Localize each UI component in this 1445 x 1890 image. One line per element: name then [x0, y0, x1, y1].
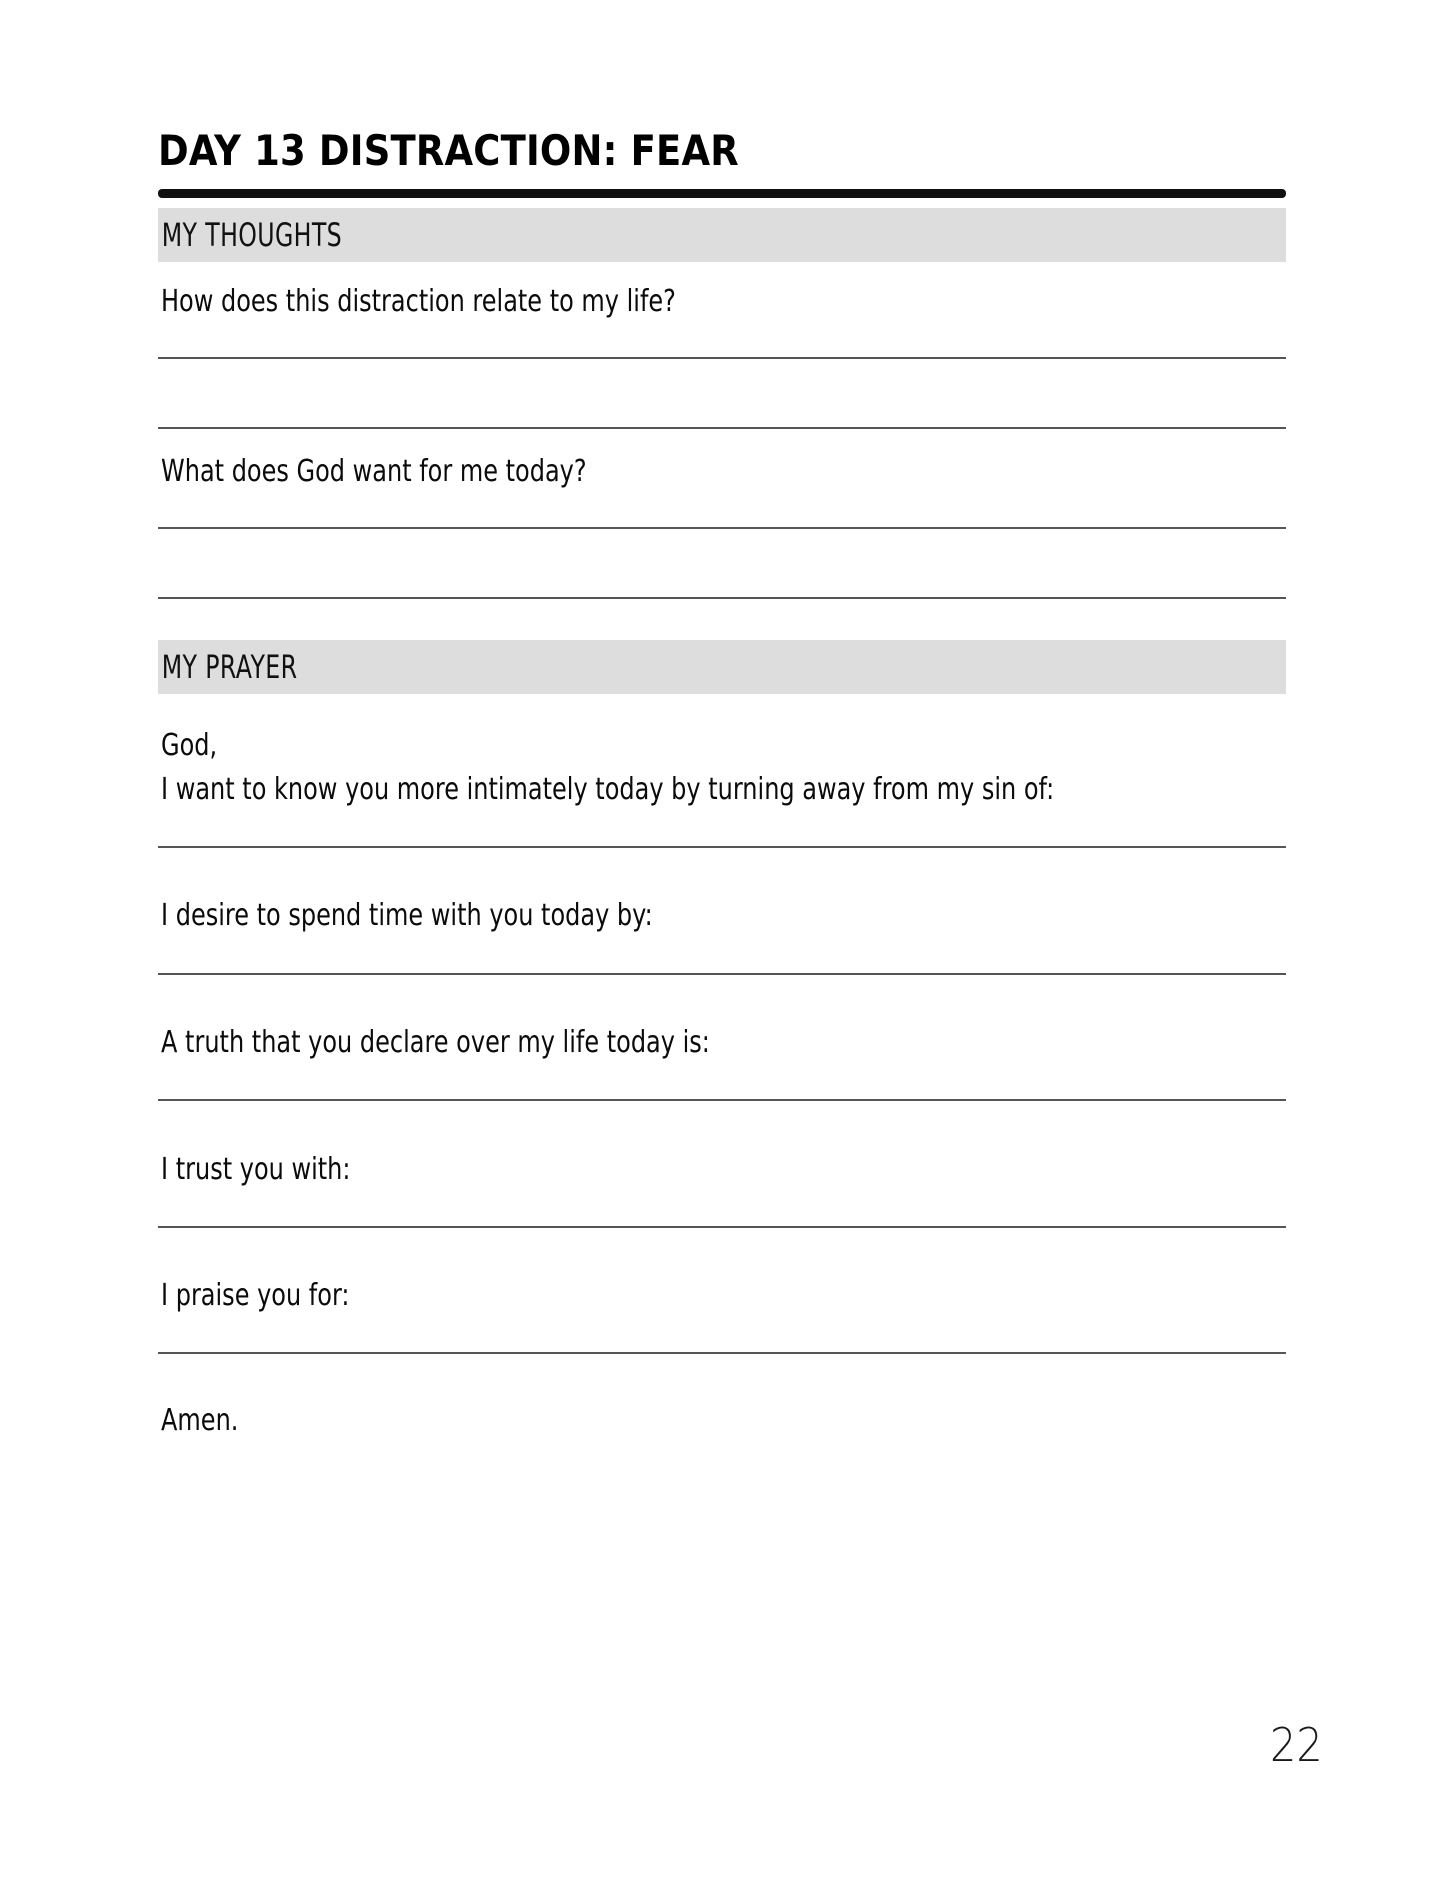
- prayer-opening-line: I want to know you more intimately today by turning away from my sin of:: [161, 772, 1055, 807]
- prompt-prayer-q4: I praise you for:: [161, 1278, 350, 1313]
- answer-line-prayer-sin[interactable]: [158, 846, 1286, 848]
- title-underline-rule: [158, 189, 1286, 198]
- answer-line-prayer-q3[interactable]: [158, 1226, 1286, 1228]
- answer-line-thoughts-q2-1[interactable]: [158, 527, 1286, 529]
- page-title-block: [158, 126, 1286, 198]
- prompt-thoughts-q2: What does God want for me today?: [161, 454, 587, 489]
- answer-line-thoughts-q2-2[interactable]: [158, 597, 1286, 599]
- prompt-prayer-q3: I trust you with:: [161, 1152, 351, 1187]
- page-number: 22: [1270, 1718, 1323, 1772]
- section-banner-my-prayer: [158, 640, 1286, 694]
- section-banner-label-my-thoughts: MY THOUGHTS: [161, 216, 343, 254]
- prompt-thoughts-q1: How does this distraction relate to my life?: [161, 284, 676, 319]
- answer-line-thoughts-q1-1[interactable]: [158, 357, 1286, 359]
- prayer-salutation: God,: [161, 728, 218, 763]
- section-banner-my-thoughts: [158, 208, 1286, 262]
- prayer-closing: Amen.: [161, 1403, 239, 1438]
- answer-line-prayer-q1[interactable]: [158, 973, 1286, 975]
- prompt-prayer-q1: I desire to spend time with you today by:: [161, 898, 653, 933]
- answer-line-prayer-q4[interactable]: [158, 1352, 1286, 1354]
- page-title: DAY 13 DISTRACTION: FEAR: [158, 126, 739, 175]
- section-banner-label-my-prayer: MY PRAYER: [161, 648, 298, 686]
- answer-line-thoughts-q1-2[interactable]: [158, 427, 1286, 429]
- answer-line-prayer-q2[interactable]: [158, 1099, 1286, 1101]
- prompt-prayer-q2: A truth that you declare over my life today is:: [161, 1025, 710, 1060]
